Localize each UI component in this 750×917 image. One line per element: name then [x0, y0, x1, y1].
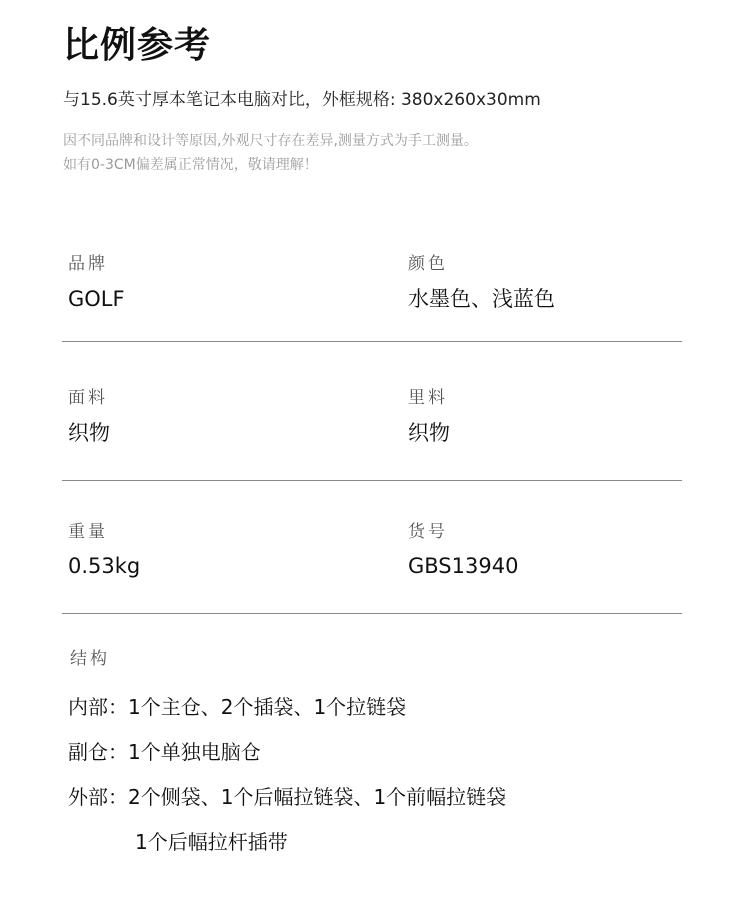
- page-title: 比例参考: [63, 25, 212, 66]
- color-value: 水墨色、浅蓝色: [408, 287, 555, 311]
- structure-line-exterior-continued: 1个后幅拉杆插带: [135, 830, 288, 854]
- color-label: 颜色: [408, 254, 448, 274]
- item-number-label: 货号: [408, 522, 448, 542]
- item-number-value: GBS13940: [408, 554, 519, 578]
- structure-line-sub-compartment: 副仓：1个单独电脑仓: [68, 740, 261, 764]
- measurement-note-line-2: 如有0-3CM偏差属正常情况，敬请理解！: [63, 157, 318, 173]
- measurement-note-line-1: 因不同品牌和设计等原因,外观尺寸存在差异,测量方式为手工测量。: [63, 133, 478, 149]
- weight-value: 0.53kg: [68, 554, 141, 578]
- divider: [62, 341, 682, 342]
- brand-label: 品牌: [68, 254, 108, 274]
- comparison-subtitle: 与15.6英寸厚本笔记本电脑对比，外框规格: 380x260x30mm: [63, 90, 541, 110]
- lining-value: 织物: [408, 421, 450, 445]
- fabric-value: 织物: [68, 421, 110, 445]
- weight-label: 重量: [68, 522, 108, 542]
- structure-label: 结构: [70, 649, 110, 669]
- divider: [62, 613, 682, 614]
- brand-value: GOLF: [68, 287, 125, 311]
- lining-label: 里料: [408, 388, 448, 408]
- fabric-label: 面料: [68, 388, 108, 408]
- structure-line-interior: 内部：1个主仓、2个插袋、1个拉链袋: [68, 695, 407, 719]
- divider: [62, 480, 682, 481]
- structure-line-exterior: 外部：2个侧袋、1个后幅拉链袋、1个前幅拉链袋: [68, 785, 507, 809]
